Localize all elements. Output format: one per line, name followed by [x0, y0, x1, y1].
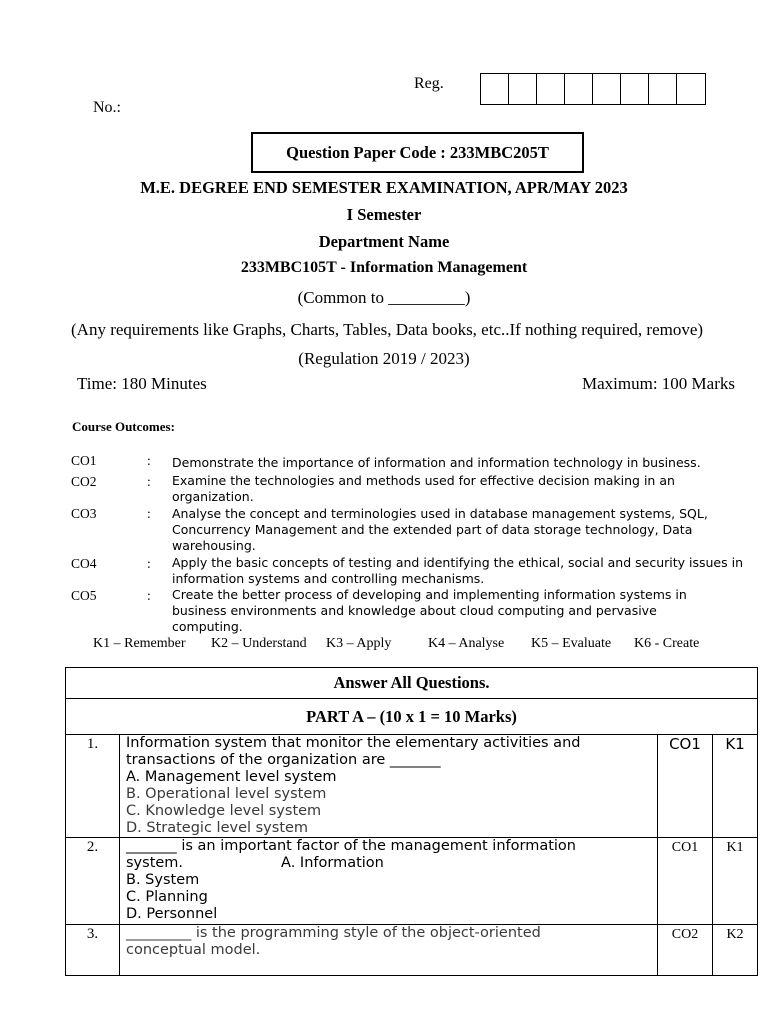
table-header-row [66, 699, 758, 735]
reg-label: Reg. [414, 75, 444, 92]
exam-title: M.E. DEGREE END SEMESTER EXAMINATION, APR/MAY 2023 [140, 178, 628, 197]
reg-digit-box[interactable] [537, 74, 565, 104]
question-number: 1. [66, 735, 120, 838]
course-outcome-cell: CO1 [658, 735, 713, 838]
knowledge-level-k2: K2 – Understand [211, 636, 307, 651]
reg-digit-box[interactable] [565, 74, 593, 104]
maximum-marks: Maximum: 100 Marks [582, 374, 735, 393]
question-line: Information system that monitor the elementary activities and [126, 735, 581, 751]
part-a-heading: PART A – (10 x 1 = 10 Marks) [66, 699, 758, 735]
regulation: (Regulation 2019 / 2023) [298, 349, 470, 368]
question-line: _______ is an important factor of the management information [126, 838, 576, 854]
knowledge-level-cell: K1 [713, 735, 758, 838]
co-code: CO4 [71, 556, 97, 571]
co-code: CO2 [71, 474, 97, 489]
course-outcomes-heading: Course Outcomes: [72, 419, 175, 434]
course-outcome-cell: CO2 [658, 925, 713, 976]
reg-digit-box[interactable] [621, 74, 649, 104]
register-number-boxes[interactable] [480, 73, 706, 105]
question-line: conceptual model. [126, 942, 261, 958]
no-label: No.: [93, 99, 121, 116]
question-line: system. [126, 855, 184, 871]
co-description: Demonstrate the importance of information and information technology in business. [172, 455, 701, 470]
co-separator: : [147, 506, 151, 521]
department-name: Department Name [318, 232, 450, 251]
option: C. Knowledge level system [126, 803, 322, 819]
question-line-with-option [126, 855, 651, 872]
question-paper-code: Question Paper Code : 233MBC205T [251, 132, 584, 173]
co-separator: : [147, 556, 151, 571]
question-number: 3. [66, 925, 120, 976]
knowledge-level-k4: K4 – Analyse [428, 636, 505, 651]
time-allowed: Time: 180 Minutes [77, 374, 207, 393]
question-text [120, 925, 658, 976]
reg-digit-box[interactable] [593, 74, 621, 104]
option: C. Planning [126, 889, 208, 905]
table-row [66, 925, 758, 976]
reg-digit-box[interactable] [649, 74, 677, 104]
reg-digit-box[interactable] [677, 74, 705, 104]
co-description: Analyse the concept and terminologies used in database management systems, SQL, Concurrency Management and the extended part of data storage technology, Data warehousing. [172, 506, 708, 553]
knowledge-level-k1: K1 – Remember [93, 636, 186, 651]
question-line: _________ is the programming style of the object-oriented [126, 925, 541, 941]
co-separator: : [147, 474, 151, 489]
co-description: Create the better process of developing and implementing information systems in business environments and knowledge about cloud computing and pervasive computing. [172, 587, 687, 634]
knowledge-level-k6: K6 - Create [634, 636, 700, 651]
table-row [66, 735, 758, 838]
table-header-row [66, 668, 758, 699]
question-table [65, 667, 758, 976]
knowledge-level-cell: K2 [713, 925, 758, 976]
question-text [120, 838, 658, 925]
question-text [120, 735, 658, 838]
reg-digit-box[interactable] [481, 74, 509, 104]
common-to: (Common to _________) [297, 288, 471, 307]
co-description: Apply the basic concepts of testing and identifying the ethical, social and security issues in information systems and controlling mechanisms. [172, 555, 744, 586]
question-line: transactions of the organization are _______ [126, 752, 441, 768]
co-separator: : [147, 453, 151, 468]
question-number: 2. [66, 838, 120, 925]
semester: I Semester [346, 205, 422, 224]
option: D. Personnel [126, 906, 218, 922]
table-row [66, 838, 758, 925]
course-outcome-cell: CO1 [658, 838, 713, 925]
knowledge-level-k3: K3 – Apply [326, 636, 392, 651]
answer-all-heading: Answer All Questions. [66, 668, 758, 699]
option: A. Information [281, 855, 384, 871]
co-code: CO3 [71, 506, 97, 521]
knowledge-level-k5: K5 – Evaluate [531, 636, 612, 651]
option: D. Strategic level system [126, 820, 309, 836]
course-title: 233MBC105T - Information Management [240, 259, 528, 276]
option: B. System [126, 872, 200, 888]
co-code: CO5 [71, 588, 97, 603]
requirements-note: (Any requirements like Graphs, Charts, Tables, Data books, etc..If nothing required, remove) [71, 320, 704, 339]
reg-digit-box[interactable] [509, 74, 537, 104]
option: B. Operational level system [126, 786, 327, 802]
co-description: Examine the technologies and methods used for effective decision making in an organization. [172, 473, 675, 504]
option: A. Management level system [126, 769, 337, 785]
co-code: CO1 [71, 453, 97, 468]
knowledge-level-cell: K1 [713, 838, 758, 925]
co-separator: : [147, 588, 151, 603]
